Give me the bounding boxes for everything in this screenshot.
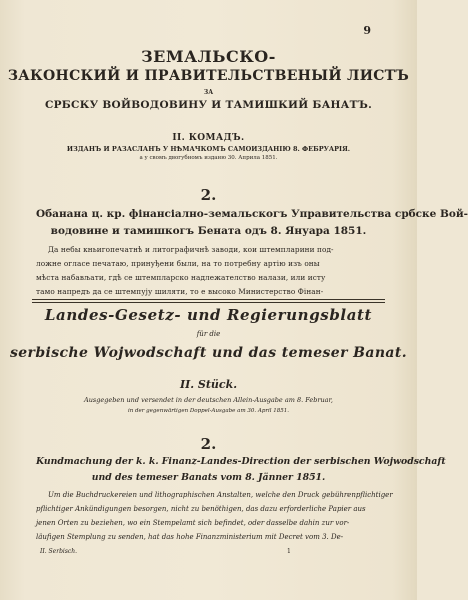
german-body-line: pflichtiger Ankündigungen besorgen, nicht zu benöthigen, das dazu erforderliche Papier aus bbox=[36, 505, 366, 513]
cyrillic-heading-line-1: Обанана ц. кр. фінансіално-земальскогъ Управительства србске Вой- bbox=[36, 208, 468, 220]
cyrillic-title-za: ЗА bbox=[203, 89, 214, 96]
cyrillic-body-line: ложне огласе печатаю, принуђени были, на то потребну артію изъ оны bbox=[36, 259, 320, 268]
cyrillic-issued: ИЗДАНЪ И РАЗАСЛАНЪ У НѢМАЧКОМЪ САМОИЗДАНІЮ 8. ФЕБРУАРІЯ. bbox=[66, 145, 351, 153]
cyrillic-body-line: Да небы кньигопечатнѣ и литографичнѣ заводи, кои штемпларини под- bbox=[48, 245, 334, 254]
cyrillic-title-line-1: ЗЕМАЛЬСКО- bbox=[141, 47, 276, 66]
german-title-line-3: serbische Wojwodschaft und das temeser Banat. bbox=[9, 345, 408, 361]
footer-signature: II. Serbisch. bbox=[40, 548, 78, 555]
cyrillic-body-line: тамо напредъ да се штемпују шиляти, то е высоко Министерство Фінан- bbox=[36, 287, 324, 296]
german-title-fur: für die bbox=[196, 330, 221, 338]
cyrillic-body-line: мѣста набављати, гдѣ се штемпларско надлежателство налази, или исту bbox=[36, 273, 326, 282]
german-issued-2: in der gegenwärtigen Doppel-Ausgabe am 30. April 1851. bbox=[127, 408, 290, 414]
german-stuck: II. Stück. bbox=[179, 378, 238, 391]
german-heading-line-1: Kundmachung der k. k. Finanz-Landes-Direction der serbischen Wojwodschaft bbox=[36, 456, 446, 467]
page-number: 9 bbox=[363, 24, 371, 37]
cyrillic-title-line-2: ЗАКОНСКИЙ И ПРАВИТЕЛЬСТВЕНЫЙ ЛИСТЪ bbox=[7, 68, 410, 84]
cyrillic-title-line-3: СРБСКУ ВОЙВОДОВИНУ И ТАМИШКИЙ БАНАТЪ. bbox=[44, 99, 373, 111]
footer-sheet-mark: 1 bbox=[287, 548, 291, 555]
german-body-line: jenen Orten zu beziehen, wo ein Stempelamt sich befindet, oder dasselbe dahin zur vor- bbox=[36, 519, 350, 527]
german-body-line: Um die Buchdruckereien und lithographischen Anstalten, welche den Druck gebührenpflichtiger bbox=[48, 491, 393, 499]
divider-rule bbox=[32, 299, 385, 300]
german-issued: Ausgegeben und versendet in der deutschen Allein-Ausgabe am 8. Februar, bbox=[84, 396, 333, 404]
cyrillic-heading-line-2: водовине и тамишкогъ Бената одъ 8. Януара 1851. bbox=[50, 225, 367, 237]
divider-rule bbox=[32, 302, 385, 303]
cyrillic-section-number: 2. bbox=[200, 186, 217, 204]
german-body-line: läufigen Stemplung zu senden, hat das hohe Finanzministerium mit Decret vom 3. De- bbox=[36, 533, 344, 541]
cyrillic-komad: II. КОМАДЪ. bbox=[172, 133, 245, 143]
german-section-number: 2. bbox=[200, 435, 217, 453]
cyrillic-issued-2: а у свомъ двогубномъ изданю 30. Априла 1851. bbox=[139, 155, 278, 161]
german-heading-line-2: und des temeser Banats vom 8. Jänner 1851. bbox=[91, 472, 326, 483]
german-title-line-1: Landes-Gesetz- und Regierungsblatt bbox=[44, 306, 373, 324]
